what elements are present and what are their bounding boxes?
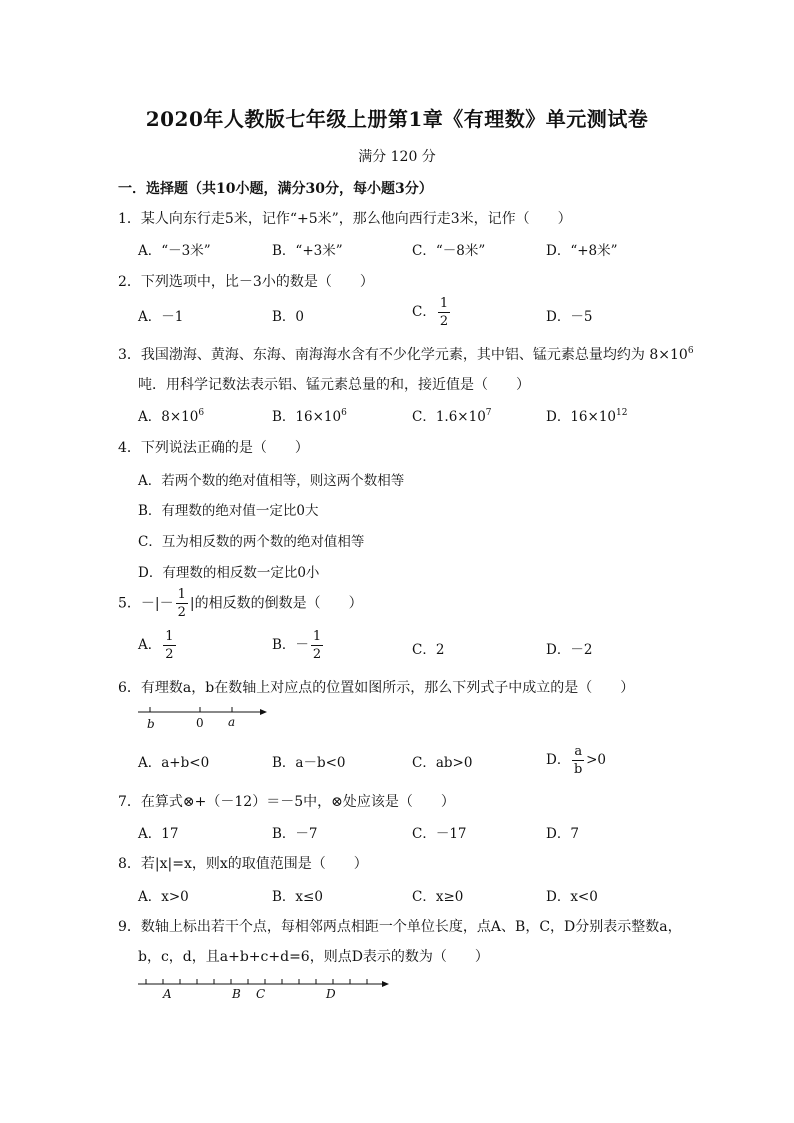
option-d: D．7 xyxy=(546,826,579,842)
question-6 xyxy=(118,677,634,697)
option-a: A．$8\times 10^6$ xyxy=(138,408,205,425)
question-text: 有理数a，b在数轴上对应点的位置如图所示，那么下列式子中成立的是（ ） xyxy=(140,680,635,696)
option-c: C．$1.6\times 10^7$ xyxy=(412,408,492,425)
question-text: 某人向东行走5米，记作“+5米”，那么他向西行走3米，记作（ ） xyxy=(140,211,572,227)
question-3-line2: 吨．用科学记数法表示铝、锰元素总量的和，接近值是（ ） xyxy=(138,377,530,393)
point-label-b: b xyxy=(147,717,155,731)
option-c: C．－17 xyxy=(412,826,467,842)
option-b: B．x≤0 xyxy=(272,889,323,905)
option-b: B．有理数的绝对值一定比0大 xyxy=(138,503,319,519)
question-number: 8． xyxy=(118,856,141,872)
fraction: $\frac{a}{b}$ xyxy=(574,744,583,777)
question-9-line2: b，c，d，且a+b+c+d=6，则点D表示的数为（ ） xyxy=(138,949,489,965)
option-b: B．a－b<0 xyxy=(272,755,346,771)
question-number: 5． xyxy=(118,595,141,612)
question-text: 在算式⊗+（－12）＝－5中，⊗处应该是（ ） xyxy=(140,794,455,810)
question-text-line1: 我国渤海、黄海、东海、南海海水含有不少化学元素，其中铝、锰元素总量均约为 8×10 xyxy=(140,347,688,363)
question-number: 3． xyxy=(118,347,141,363)
question-text: 下列说法正确的是（ ） xyxy=(140,440,309,456)
point-label-a: a xyxy=(228,715,236,729)
option-c: C． $\frac{1}{2}$ xyxy=(412,296,449,329)
tick-marks xyxy=(146,979,367,984)
option-d: D．x<0 xyxy=(546,889,598,905)
arrow-icon xyxy=(260,709,267,715)
fraction: $\frac{1}{2}$ xyxy=(439,296,449,329)
question-5: 5．－|－ $\frac{1}{2}$ |的相反数的倒数是（ ） xyxy=(118,587,363,620)
option-c: C．x≥0 xyxy=(412,889,464,905)
question-text: 下列选项中，比－3小的数是（ ） xyxy=(140,274,374,290)
option-d: D．有理数的相反数一定比0小 xyxy=(138,565,320,581)
option-d: D．“+8米” xyxy=(546,243,618,259)
page-subtitle: 满分 120 分 xyxy=(358,149,436,165)
option-b: B．－7 xyxy=(272,826,318,842)
question-number: 4． xyxy=(118,440,141,456)
point-label-zero: 0 xyxy=(196,716,204,730)
page-title: 2020年人教版七年级上册第1章《有理数》单元测试卷 xyxy=(145,107,649,131)
option-d: D．－2 xyxy=(546,642,593,658)
question-9 xyxy=(118,916,682,936)
question-number: 7． xyxy=(118,794,141,810)
question-number: 1． xyxy=(118,211,141,227)
question-text: 若|x|=x，则x的取值范围是（ ） xyxy=(140,856,368,872)
question-7 xyxy=(118,791,455,811)
option-a: A．－1 xyxy=(138,309,184,325)
option-a: A．x>0 xyxy=(138,889,189,905)
question-number: 9． xyxy=(118,919,141,935)
option-a: A．a+b<0 xyxy=(138,755,210,771)
option-d: D．$16\times 10^{12}$ xyxy=(546,408,628,425)
number-line-q9 xyxy=(134,974,396,1006)
fraction: $\frac{1}{2}$ xyxy=(312,629,322,662)
option-d: D．－5 xyxy=(546,309,593,325)
option-a: A．若两个数的绝对值相等，则这两个数相等 xyxy=(138,473,405,489)
option-b: B．“+3米” xyxy=(272,243,343,259)
option-b: B．－ $\frac{1}{2}$ xyxy=(272,629,322,662)
option-c: C．互为相反数的两个数的绝对值相等 xyxy=(138,534,365,550)
point-label-A: A xyxy=(163,987,172,1001)
question-8 xyxy=(118,853,368,873)
question-1 xyxy=(118,208,572,228)
fraction: $\frac{1}{2}$ xyxy=(177,587,186,620)
number-line-q6 xyxy=(134,700,274,734)
option-d: D． $\frac{a}{b}$ >0 xyxy=(546,744,606,777)
question-text-line1: 数轴上标出若干个点，每相邻两点相距一个单位长度，点A、B，C，D分别表示整数a， xyxy=(140,919,682,935)
fraction: $\frac{1}{2}$ xyxy=(165,629,174,662)
option-a: A．“－3米” xyxy=(138,243,211,259)
option-a: A． $\frac{1}{2}$ xyxy=(138,629,174,662)
point-label-D: D xyxy=(326,987,336,1001)
question-number: 2． xyxy=(118,274,141,290)
option-c: C．“－8米” xyxy=(412,243,486,259)
option-c: C．ab>0 xyxy=(412,755,473,771)
option-a: A．17 xyxy=(138,826,179,842)
question-4 xyxy=(118,437,309,457)
option-b: B．$16\times 10^6$ xyxy=(272,408,347,425)
point-label-B: B xyxy=(232,987,241,1001)
question-number: 6． xyxy=(118,680,141,696)
exponent: 6 xyxy=(687,346,694,356)
arrow-icon xyxy=(382,981,389,987)
section-heading: 一．选择题（共10小题，满分30分，每小题3分） xyxy=(118,181,433,197)
question-3 xyxy=(118,344,694,364)
point-label-C: C xyxy=(256,987,266,1001)
option-c: C．2 xyxy=(412,642,445,658)
option-b: B．0 xyxy=(272,309,305,325)
question-2 xyxy=(118,271,374,291)
